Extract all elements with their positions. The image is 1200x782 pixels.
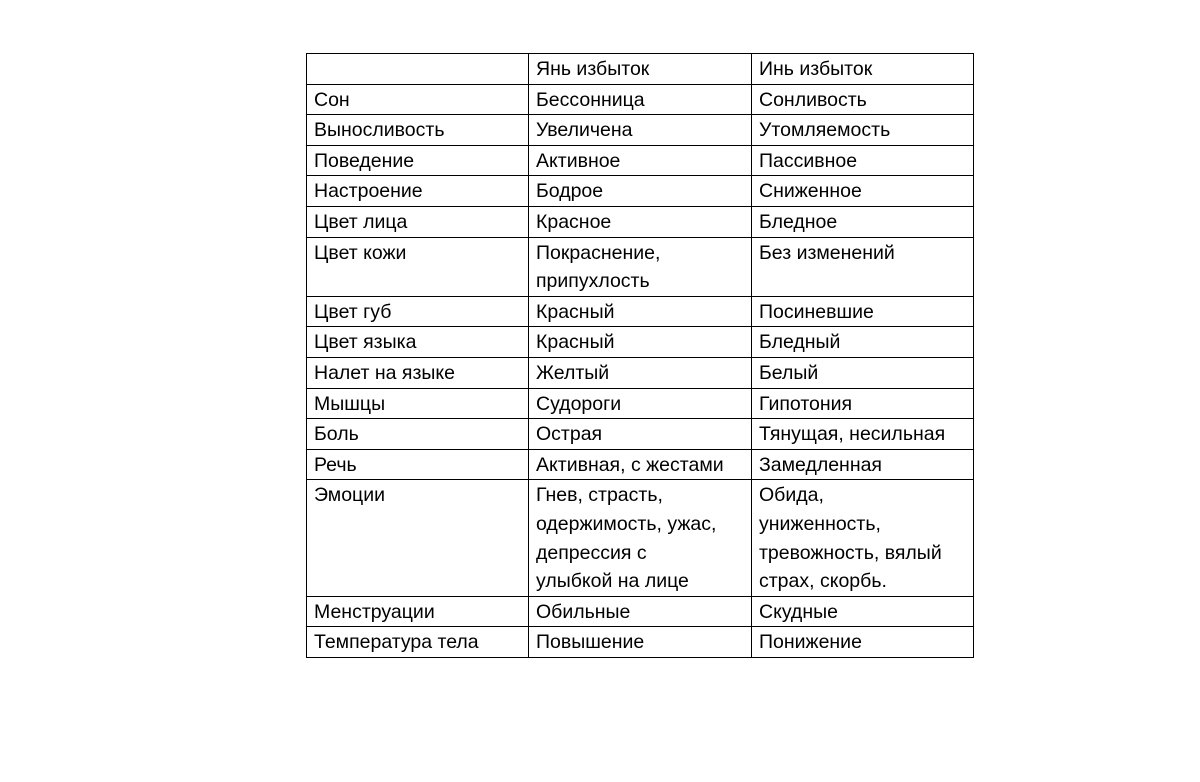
table-row — [307, 206, 974, 237]
yang-value: Желтый — [529, 357, 752, 388]
yang-value: Красное — [529, 206, 752, 237]
yin-value: Пассивное — [752, 145, 974, 176]
table-row — [307, 176, 974, 207]
row-label: Выносливость — [307, 115, 529, 146]
yang-value: Бодрое — [529, 176, 752, 207]
yin-value: Сонливость — [752, 84, 974, 115]
row-label: Боль — [307, 419, 529, 450]
table-row — [307, 627, 974, 658]
comparison-table-container — [306, 53, 974, 658]
row-label: Менструации — [307, 596, 529, 627]
yang-value: Покраснение, припухлость — [529, 237, 752, 296]
row-label: Настроение — [307, 176, 529, 207]
yang-value: Активная, с жестами — [529, 449, 752, 480]
table-row — [307, 327, 974, 358]
yin-value: Обида, униженность, тревожность, вялый страх, скорбь. — [752, 480, 974, 596]
row-label: Сон — [307, 84, 529, 115]
table-row — [307, 357, 974, 388]
row-label: Поведение — [307, 145, 529, 176]
yang-value: Обильные — [529, 596, 752, 627]
yin-value: Сниженное — [752, 176, 974, 207]
yin-value: Скудные — [752, 596, 974, 627]
yin-value: Без изменений — [752, 237, 974, 296]
yin-yang-comparison-table — [306, 53, 974, 658]
yin-value: Понижение — [752, 627, 974, 658]
table-header-row — [307, 54, 974, 85]
table-row — [307, 419, 974, 450]
yang-value: Красный — [529, 327, 752, 358]
row-label: Эмоции — [307, 480, 529, 596]
row-label: Мышцы — [307, 388, 529, 419]
row-label: Цвет языка — [307, 327, 529, 358]
yang-value: Гнев, страсть, одержимость, ужас, депрессия с улыбкой на лице — [529, 480, 752, 596]
yin-value: Бледный — [752, 327, 974, 358]
row-label: Налет на языке — [307, 357, 529, 388]
row-label: Речь — [307, 449, 529, 480]
table-row — [307, 388, 974, 419]
table-row — [307, 84, 974, 115]
row-label: Цвет кожи — [307, 237, 529, 296]
row-label: Цвет лица — [307, 206, 529, 237]
yang-value: Увеличена — [529, 115, 752, 146]
header-cell-yang-excess: Янь избыток — [529, 54, 752, 85]
table-row — [307, 145, 974, 176]
yin-value: Бледное — [752, 206, 974, 237]
yang-value: Судороги — [529, 388, 752, 419]
yin-value: Посиневшие — [752, 296, 974, 327]
yang-value: Красный — [529, 296, 752, 327]
row-label: Цвет губ — [307, 296, 529, 327]
yin-value: Утомляемость — [752, 115, 974, 146]
yin-value: Гипотония — [752, 388, 974, 419]
header-cell-empty — [307, 54, 529, 85]
row-label: Температура тела — [307, 627, 529, 658]
yin-value: Замедленная — [752, 449, 974, 480]
table-row — [307, 596, 974, 627]
yang-value: Активное — [529, 145, 752, 176]
table-row — [307, 296, 974, 327]
table-row — [307, 480, 974, 596]
header-cell-yin-excess: Инь избыток — [752, 54, 974, 85]
table-row — [307, 115, 974, 146]
yang-value: Бессонница — [529, 84, 752, 115]
yang-value: Повышение — [529, 627, 752, 658]
yin-value: Тянущая, несильная — [752, 419, 974, 450]
table-row — [307, 449, 974, 480]
table-row — [307, 237, 974, 296]
yin-value: Белый — [752, 357, 974, 388]
yang-value: Острая — [529, 419, 752, 450]
